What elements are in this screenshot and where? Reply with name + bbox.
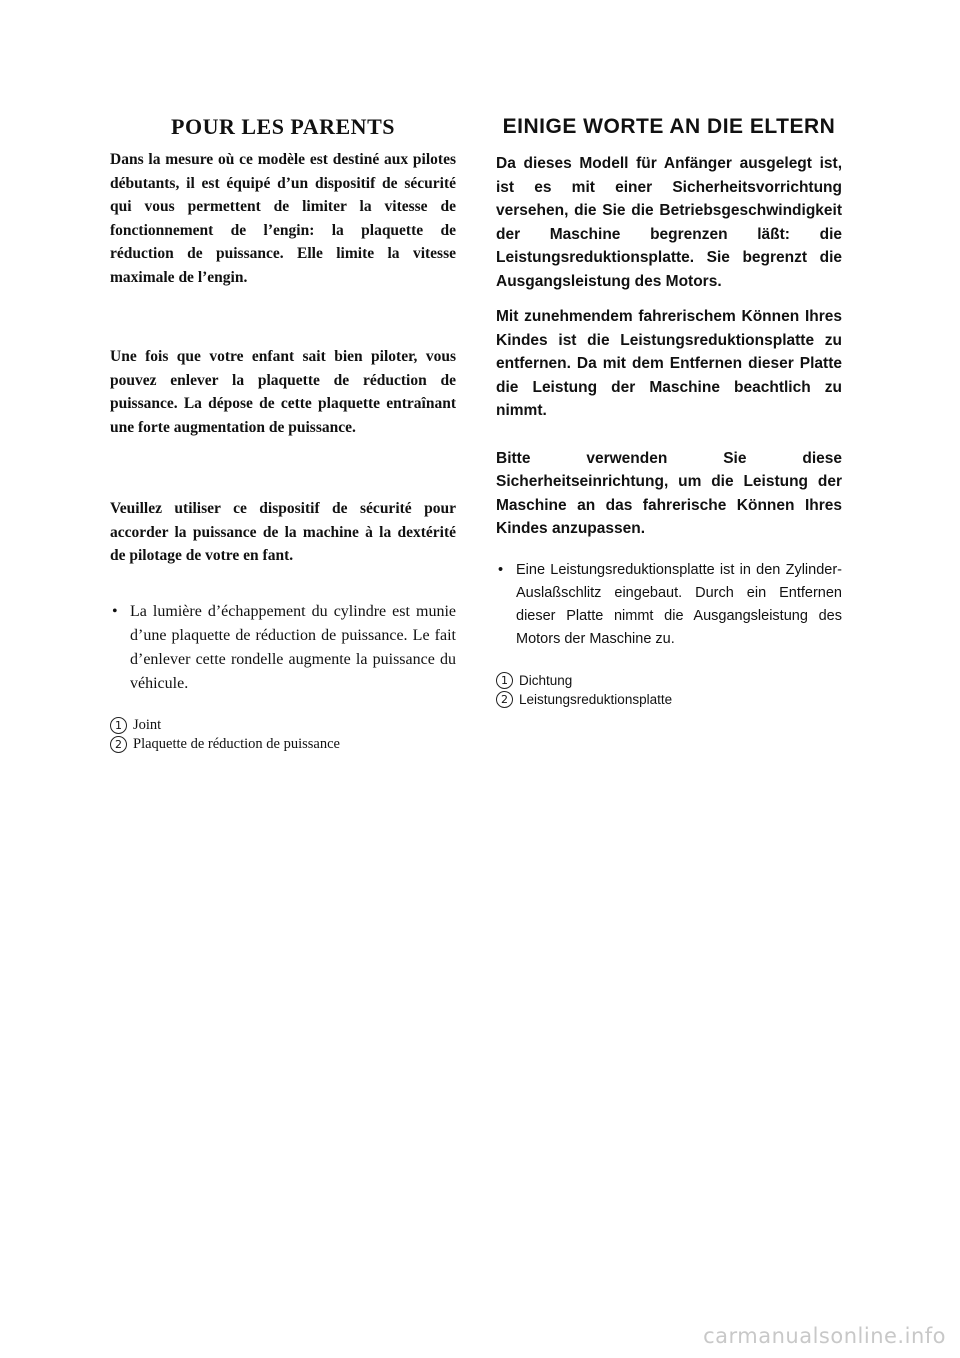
circled-number-icon: 1 [496,672,513,689]
circled-number-icon: 2 [110,736,127,753]
german-legend-label: Leistungsreduktionsplatte [519,691,673,707]
german-bullet-item [496,559,842,651]
watermark-text: carmanualsonline.info [703,1324,946,1348]
french-column [110,112,456,754]
german-bullet-text: Eine Leistungsreduktionsplatte ist in den Zylinder-Auslaßschlitz eingebaut. Durch ein Entfernen dieser Platte nimmt die Ausgangsleistung des Motors der Maschine zu. [516,561,842,647]
french-legend [110,716,456,754]
german-title: EINIGE WORTE AN DIE ELTERN [502,115,836,138]
bullet-dot-icon: • [112,602,118,620]
circled-number-icon: 2 [496,691,513,708]
french-legend-label: Plaquette de réduction de puissance [133,735,340,752]
german-paragraph-2: Mit zunehmendem fahrerischem Können Ihres Kindes ist die Leistungsreduktionsplatte zu entfernen. Da mit dem Entfernen dieser Platte die Leistung der Maschine beachtlich zu nimmt. [496,308,842,419]
german-legend-item [496,690,842,709]
german-legend-item [496,671,842,690]
french-legend-item [110,735,456,754]
french-bullet-item [110,600,456,696]
bullet-dot-icon: • [498,561,504,578]
french-paragraph-2: Une fois que votre enfant sait bien piloter, vous pouvez enlever la plaquette de réduction de puissance. La dépose de cette plaquette entraînant une forte augmentation de puissance. [110,348,456,436]
german-paragraph-3: Bitte verwenden Sie diese Sicherheitseinrichtung, um die Leistung der Maschine an das fahrerische Können Ihres Kindes anzupassen. [496,449,842,537]
german-column [496,112,842,709]
french-legend-item [110,716,456,735]
french-title: POUR LES PARENTS [171,114,395,139]
german-legend-label: Dichtung [519,672,573,688]
french-legend-label: Joint [133,716,162,733]
french-paragraph-1: Dans la mesure où ce modèle est destiné aux pilotes débutants, il est équipé d’un dispositif de sécurité qui vous permettent de limiter la vitesse de fonctionnement de l’engin: la plaquette de réduction de puissance. Elle limite la vitesse maximale de l’engin. [110,151,456,286]
german-legend [496,671,842,709]
french-paragraph-3: Veuillez utiliser ce dispositif de sécurité pour accorder la puissance de la machine à la dextérité de pilotage de votre en fant. [110,500,456,564]
german-paragraph-1: Da dieses Modell für Anfänger ausgelegt ist, ist es mit einer Sicherheitsvorrichtung versehen, die Sie die Betriebsgeschwindigkeit der Maschine begrenzen läßt: die Leistungsreduktionsplatte. Sie begrenzt die Ausgangsleistung des Motors. [496,155,842,290]
circled-number-icon: 1 [110,717,127,734]
french-bullet-text: La lumière d’échappement du cylindre est munie d’une plaquette de réduction de puissance. Le fait d’enlever cette rondelle augmente la puissance du véhicule. [130,602,456,692]
